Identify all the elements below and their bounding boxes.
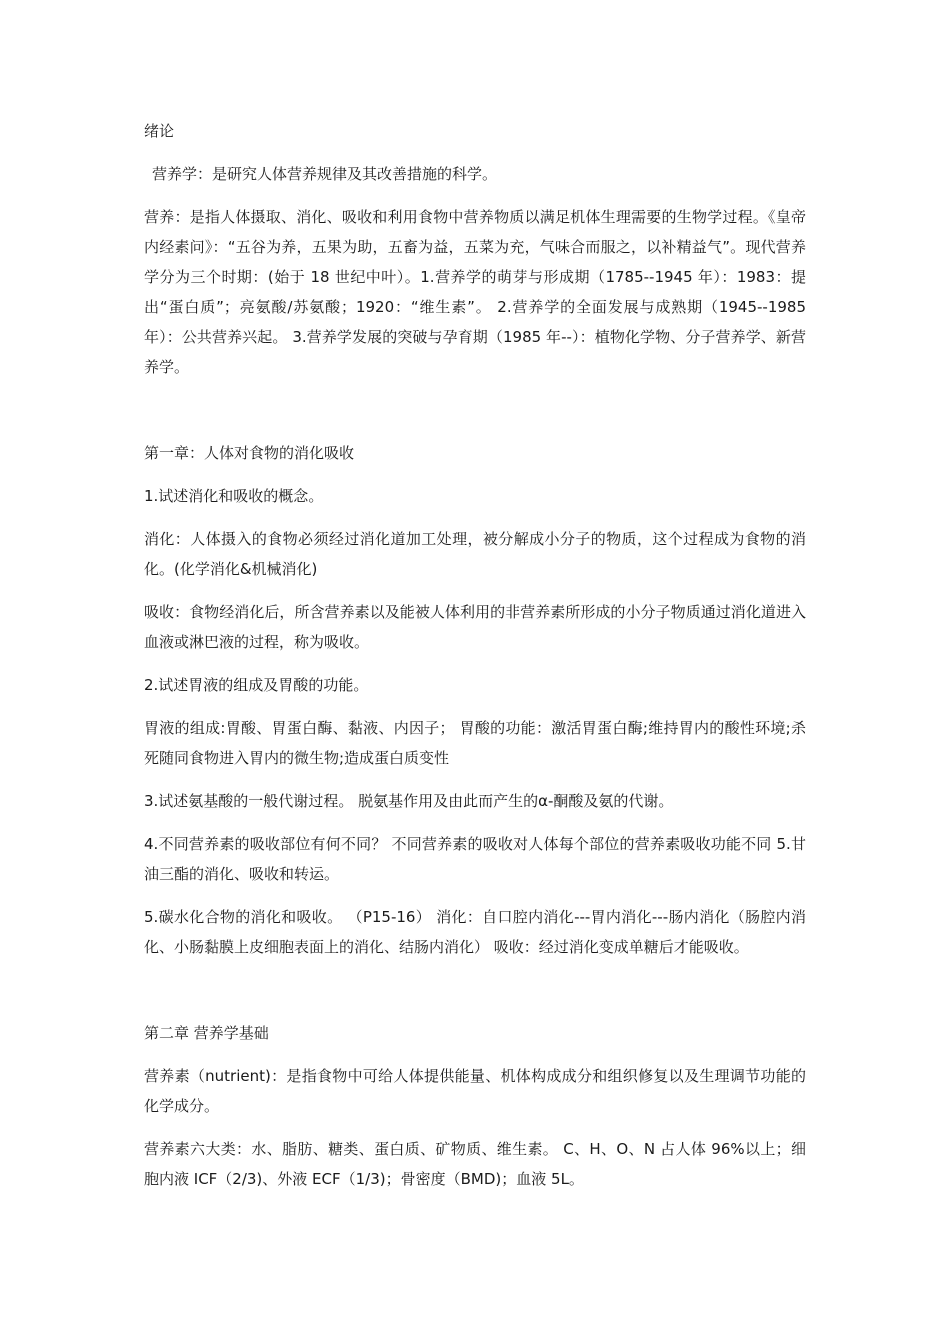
chapter1-question-1: 1.试述消化和吸收的概念。 [144,487,324,505]
absorption-definition: 吸收：食物经消化后，所含营养素以及能被人体利用的非营养素所形成的小分子物质通过消化道进入血液或淋巴液的过程，称为吸收。 [144,603,806,651]
section-gap [144,975,806,1018]
nutrient-six-classes: 营养素六大类：水、脂肪、糖类、蛋白质、矿物质、维生素。 C、H、O、N 占人体 96%以上；细胞内液 ICF（2/3)、外液 ECF（1/3)；骨密度（BMD)；血液 5L。 [144,1140,806,1188]
chapter2-heading: 第二章 营养学基础 [144,1024,269,1042]
nutrition-definition: 营养：是指人体摄取、消化、吸收和利用食物中营养物质以满足机体生理需要的生物学过程。《皇帝内经素问》：“五谷为养，五果为助，五畜为益，五菜为充，气味合而服之，以补精益气”。现代营养学分为三个时期：(始于 18 世纪中叶）。1.营养学的萌芽与形成期（1785--1945 年）：1983：提出“蛋白质”；亮氨酸/苏氨酸；1920：“维生素”。 2.营养学的全面发展与成熟期（1945--1985 年）：公共营养兴起。 3.营养学发展的突破与孕育期（1985 年--）：植物化学物、分子营养学、新营养学。 [144,208,806,376]
chapter1-question-5: 5.碳水化合物的消化和吸收。 （P15-16） 消化：自口腔内消化---胃内消化---肠内消化（肠腔内消化、小肠黏膜上皮细胞表面上的消化、结肠内消化） 吸收：经过消化变成单糖后才能吸收。 [144,908,806,956]
chapter1-heading: 第一章：人体对食物的消化吸收 [144,444,355,462]
intro-heading: 绪论 [144,122,175,140]
chapter1-question-3: 3.试述氨基酸的一般代谢过程。 脱氨基作用及由此而产生的α-酮酸及氨的代谢。 [144,792,674,810]
chapter1-question-2: 2.试述胃液的组成及胃酸的功能。 [144,676,369,694]
section-gap [144,395,806,438]
gastric-juice-paragraph: 胃液的组成:胃酸、胃蛋白酶、黏液、内因子； 胃酸的功能：激活胃蛋白酶;维持胃内的酸性环境;杀死随同食物进入胃内的微生物;造成蛋白质变性 [144,719,806,767]
nutrition-science-definition: 营养学：是研究人体营养规律及其改善措施的科学。 [152,165,498,183]
chapter1-question-4: 4.不同营养素的吸收部位有何不同？ 不同营养素的吸收对人体每个部位的营养素吸收功能不同 5.甘油三酯的消化、吸收和转运。 [144,835,806,883]
nutrient-definition: 营养素（nutrient)：是指食物中可给人体提供能量、机体构成成分和组织修复以及生理调节功能的化学成分。 [144,1067,806,1115]
digestion-definition: 消化：人体摄入的食物必须经过消化道加工处理，被分解成小分子的物质，这个过程成为食物的消化。(化学消化&机械消化) [144,530,806,578]
document-body [144,116,806,1207]
